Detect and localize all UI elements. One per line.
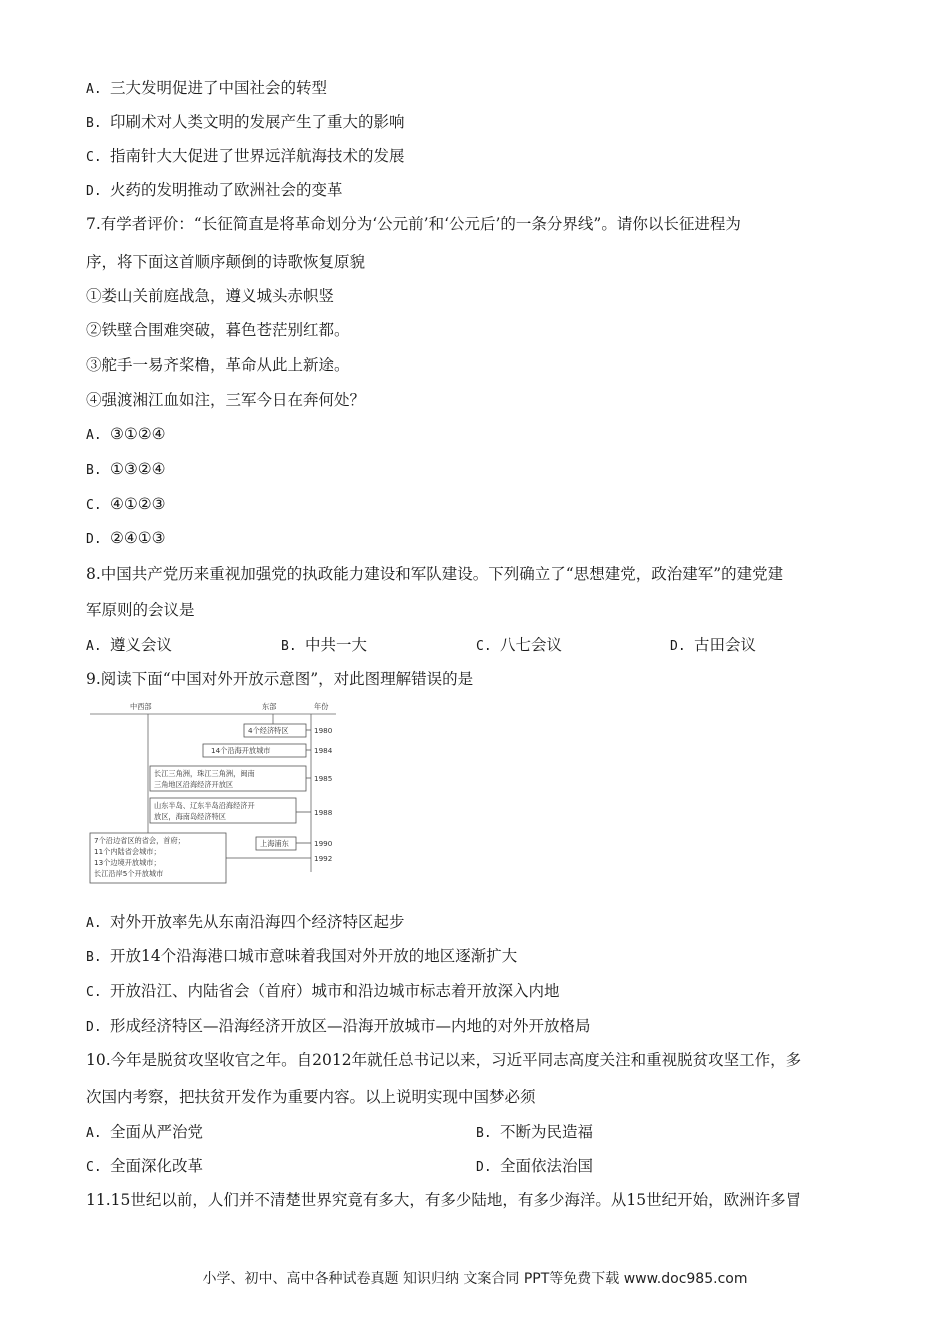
- q10-option-a: A. 全面从严治党: [86, 1123, 204, 1141]
- q9-option-d: D. 形成经济特区—沿海经济开放区—沿海开放城市—内地的对外开放格局: [86, 1017, 591, 1035]
- diagram-year-3: 1985: [314, 774, 333, 783]
- q9-option-b: B. 开放14个沿海港口城市意味着我国对外开放的地区逐渐扩大: [86, 947, 518, 965]
- opening-up-diagram-svg: [88, 700, 338, 890]
- q6-option-d: D. 火药的发明推动了欧洲社会的变革: [86, 181, 343, 199]
- diagram-box-4-text-b: 放区，海南岛经济特区: [154, 812, 226, 821]
- q9-option-c: C. 开放沿江、内陆省会（首府）城市和沿边城市标志着开放深入内地: [86, 982, 560, 1000]
- q10-option-d: D. 全面依法治国: [476, 1157, 594, 1175]
- diagram-header-east: 东部: [262, 702, 277, 711]
- diagram-box-3-text-b: 三角地区沿海经济开放区: [154, 780, 234, 789]
- q6-option-c: C. 指南针大大促进了世界远洋航海技术的发展: [86, 147, 405, 165]
- diagram-year-5: 1990: [314, 839, 333, 848]
- diagram-year-1: 1980: [314, 726, 333, 735]
- q7-poem-3: ③舵手一易齐桨橹，革命从此上新途。: [86, 356, 350, 374]
- q8-option-a: A. 遵义会议: [86, 636, 173, 654]
- diagram-box-1-text: 4个经济特区: [248, 726, 289, 735]
- diagram-box-5-text: 上海浦东: [260, 839, 289, 848]
- q10-option-c: C. 全面深化改革: [86, 1157, 204, 1175]
- q10-stem-line1: 10.今年是脱贫攻坚收官之年。自2012年就任总书记以来，习近平同志高度关注和重视脱贫攻坚工作，多: [86, 1051, 802, 1069]
- diagram-header-west: 中西部: [130, 702, 152, 711]
- diagram-west-text-3: 13个边境开放城市；: [94, 858, 161, 867]
- q7-poem-2: ②铁壁合围难突破，暮色苍茫别红都。: [86, 321, 350, 339]
- diagram-year-2: 1984: [314, 746, 333, 755]
- q7-stem-line2: 序，将下面这首顺序颠倒的诗歌恢复原貌: [86, 253, 366, 271]
- diagram-west-text-4: 长江沿岸5个开放城市: [94, 869, 164, 878]
- opening-up-diagram: [88, 700, 338, 890]
- q7-option-c: C. ④①②③: [86, 495, 166, 513]
- diagram-year-4: 1988: [314, 808, 333, 817]
- q7-poem-4: ④强渡湘江血如注，三军今日在奔何处？: [86, 391, 366, 409]
- q6-option-a: A. 三大发明促进了中国社会的转型: [86, 79, 328, 97]
- q8-stem-line2: 军原则的会议是: [86, 601, 195, 619]
- q9-option-a: A. 对外开放率先从东南沿海四个经济特区起步: [86, 913, 405, 931]
- diagram-box-2-text: 14个沿海开放城市: [211, 746, 271, 755]
- q8-option-d: D. 古田会议: [670, 636, 757, 654]
- q8-stem-line1: 8.中国共产党历来重视加强党的执政能力建设和军队建设。下列确立了“思想建党，政治建军”的建党建: [86, 565, 784, 583]
- q10-stem-line2: 次国内考察，把扶贫开发作为重要内容。以上说明实现中国梦必须: [86, 1088, 536, 1106]
- diagram-box-3-text-a: 长江三角洲，珠江三角洲，闽南: [154, 769, 255, 778]
- q6-option-b: B. 印刷术对人类文明的发展产生了重大的影响: [86, 113, 405, 131]
- q10-option-b: B. 不断为民造福: [476, 1123, 594, 1141]
- q8-option-c: C. 八七会议: [476, 636, 563, 654]
- q7-option-d: D. ②④①③: [86, 529, 166, 547]
- diagram-header-year: 年份: [314, 702, 329, 711]
- q7-poem-1: ①娄山关前庭战急，遵义城头赤帜竖: [86, 287, 335, 305]
- q11-stem-line1: 11.15世纪以前，人们并不清楚世界究竟有多大，有多少陆地，有多少海洋。从15世纪开始，欧洲许多冒: [86, 1191, 802, 1209]
- diagram-west-text-1: 7个沿边省区的省会，首府；: [94, 836, 185, 845]
- q7-option-b: B. ①③②④: [86, 460, 166, 478]
- diagram-year-6: 1992: [314, 854, 333, 863]
- q8-option-b: B. 中共一大: [281, 636, 368, 654]
- q9-stem: 9.阅读下面“中国对外开放示意图”，对此图理解错误的是: [86, 670, 474, 688]
- q7-stem-line1: 7.有学者评价：“长征简直是将革命划分为‘公元前’和‘公元后’的一条分界线”。请你以长征进程为: [86, 215, 741, 233]
- diagram-west-text-2: 11个内陆省会城市；: [94, 847, 161, 856]
- q7-option-a: A. ③①②④: [86, 425, 166, 443]
- page-footer: 小学、初中、高中各种试卷真题 知识归纳 文案合同 PPT等免费下载 www.doc985.com: [202, 1271, 748, 1287]
- diagram-box-4-text-a: 山东半岛、辽东半岛沿海经济开: [154, 801, 255, 810]
